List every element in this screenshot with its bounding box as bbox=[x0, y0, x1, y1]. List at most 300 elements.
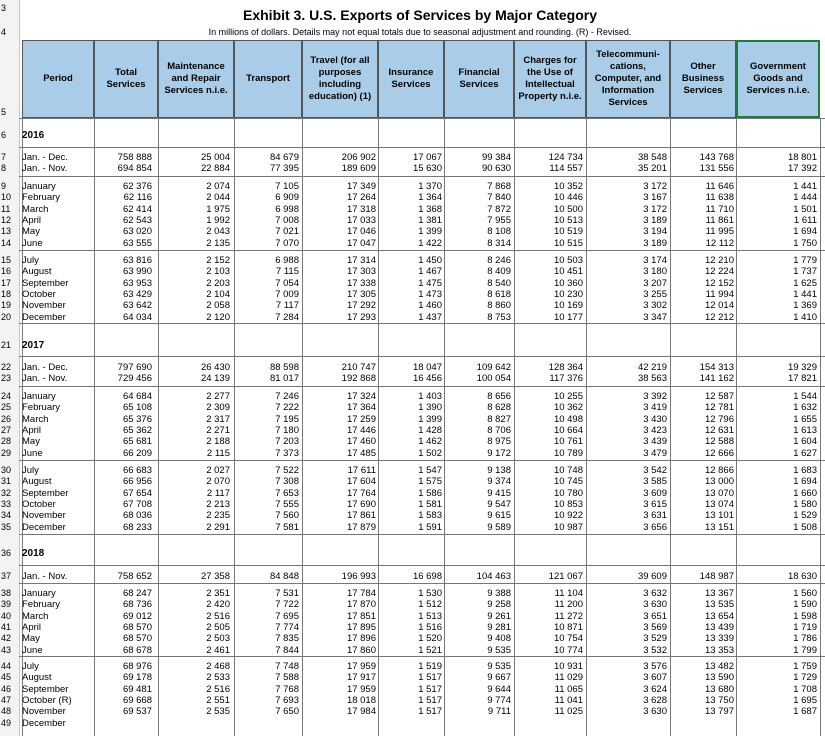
table-cell[interactable]: 3 172 bbox=[643, 203, 667, 215]
table-cell[interactable]: 12 587 bbox=[704, 391, 734, 402]
table-cell[interactable]: 154 313 bbox=[699, 362, 734, 373]
table-cell[interactable]: 17 293 bbox=[346, 311, 376, 323]
table-cell[interactable]: 68 247 bbox=[122, 588, 152, 599]
table-cell[interactable]: 1 632 bbox=[793, 402, 817, 414]
table-cell[interactable]: 1 598 bbox=[793, 610, 817, 622]
table-cell[interactable]: 1 687 bbox=[793, 706, 817, 718]
table-cell[interactable]: 13 339 bbox=[704, 633, 734, 645]
row-number[interactable]: 32 bbox=[1, 487, 12, 498]
table-cell[interactable]: 10 922 bbox=[553, 510, 583, 522]
table-cell[interactable]: 66 956 bbox=[122, 476, 152, 488]
table-cell[interactable]: 1 544 bbox=[793, 391, 817, 402]
table-cell[interactable]: 10 519 bbox=[553, 226, 583, 238]
table-cell[interactable]: 1 586 bbox=[418, 487, 442, 499]
table-cell[interactable]: 1 521 bbox=[418, 644, 442, 656]
table-cell[interactable]: 3 628 bbox=[643, 694, 667, 706]
row-number[interactable]: 28 bbox=[1, 436, 12, 447]
table-cell[interactable]: 1 517 bbox=[418, 706, 442, 718]
table-cell[interactable]: 13 353 bbox=[704, 644, 734, 656]
table-cell[interactable]: 10 177 bbox=[553, 311, 583, 323]
table-cell[interactable]: 3 479 bbox=[643, 447, 667, 459]
table-cell[interactable]: 7 284 bbox=[275, 311, 299, 323]
table-cell[interactable]: 1 719 bbox=[793, 621, 817, 633]
table-cell[interactable]: 1 590 bbox=[793, 599, 817, 611]
table-cell[interactable]: 17 917 bbox=[346, 672, 376, 684]
table-cell[interactable]: 148 987 bbox=[699, 571, 734, 582]
table-cell[interactable]: 1 627 bbox=[793, 447, 817, 459]
table-cell[interactable]: 3 392 bbox=[643, 391, 667, 402]
row-number[interactable]: 11 bbox=[1, 203, 11, 214]
table-cell[interactable]: 68 570 bbox=[122, 633, 152, 645]
table-cell[interactable]: 3 347 bbox=[643, 311, 667, 323]
table-cell[interactable]: 64 684 bbox=[122, 391, 152, 402]
table-cell[interactable]: 17 292 bbox=[346, 300, 376, 312]
table-cell[interactable]: 1 708 bbox=[793, 683, 817, 695]
table-cell[interactable]: 63 953 bbox=[122, 277, 152, 289]
table-cell[interactable]: 7 748 bbox=[275, 661, 299, 672]
table-cell[interactable]: 6 998 bbox=[275, 203, 299, 215]
table-cell[interactable]: 2 213 bbox=[206, 498, 230, 510]
header-ip-charges[interactable]: Charges for the Use of Intellectual Property n.i.e. bbox=[514, 40, 586, 118]
table-cell[interactable]: 13 750 bbox=[704, 694, 734, 706]
table-cell[interactable]: 7 774 bbox=[275, 621, 299, 633]
table-cell[interactable]: 13 654 bbox=[704, 610, 734, 622]
table-cell[interactable]: 1 517 bbox=[418, 683, 442, 695]
table-cell[interactable]: 3 423 bbox=[643, 424, 667, 436]
table-cell[interactable]: 18 018 bbox=[346, 694, 376, 706]
table-cell[interactable]: 38 548 bbox=[637, 152, 667, 163]
table-cell[interactable]: 2 277 bbox=[206, 391, 230, 402]
table-cell[interactable]: 11 025 bbox=[554, 706, 583, 718]
table-cell[interactable]: 63 990 bbox=[122, 266, 152, 278]
header-travel[interactable]: Travel (for all purposes including education) (1) bbox=[302, 40, 378, 118]
row-number[interactable]: 4 bbox=[1, 27, 7, 37]
table-cell[interactable]: 7 650 bbox=[275, 706, 299, 718]
table-cell[interactable]: 1 381 bbox=[418, 214, 442, 226]
table-cell[interactable]: 13 535 bbox=[704, 599, 734, 611]
table-cell[interactable]: 64 034 bbox=[122, 311, 152, 323]
table-cell[interactable]: 12 631 bbox=[704, 424, 734, 436]
table-cell[interactable]: 9 774 bbox=[487, 694, 511, 706]
table-cell[interactable]: 141 162 bbox=[699, 373, 734, 384]
table-cell[interactable]: 1 501 bbox=[793, 203, 817, 215]
table-cell[interactable]: 10 498 bbox=[553, 413, 583, 425]
table-cell[interactable]: 10 362 bbox=[553, 402, 583, 414]
table-cell[interactable]: 13 590 bbox=[704, 672, 734, 684]
row-number[interactable]: 33 bbox=[1, 498, 12, 509]
table-cell[interactable]: 1 750 bbox=[793, 237, 817, 249]
table-cell[interactable]: 63 429 bbox=[122, 288, 152, 300]
row-number[interactable]: 40 bbox=[1, 610, 12, 621]
table-cell[interactable]: 2 044 bbox=[206, 192, 230, 204]
table-cell[interactable]: 3 302 bbox=[643, 300, 667, 312]
table-cell[interactable]: 17 879 bbox=[346, 521, 376, 533]
table-cell[interactable]: 7 246 bbox=[275, 391, 299, 402]
table-cell[interactable]: 17 984 bbox=[346, 706, 376, 718]
table-cell[interactable]: 7 054 bbox=[275, 277, 299, 289]
table-cell[interactable]: 11 065 bbox=[554, 683, 583, 695]
table-cell[interactable]: 10 754 bbox=[553, 633, 583, 645]
table-cell[interactable]: 7 105 bbox=[275, 181, 299, 192]
table-cell[interactable]: 121 067 bbox=[548, 571, 583, 582]
table-cell[interactable]: 17 364 bbox=[346, 402, 376, 414]
row-number[interactable]: 44 bbox=[1, 661, 12, 671]
row-number[interactable]: 23 bbox=[1, 373, 12, 383]
table-cell[interactable]: 10 789 bbox=[553, 447, 583, 459]
table-cell[interactable]: 2 235 bbox=[206, 510, 230, 522]
table-cell[interactable]: 17 959 bbox=[346, 661, 376, 672]
table-cell[interactable]: 1 547 bbox=[418, 465, 442, 476]
table-cell[interactable]: 9 172 bbox=[487, 447, 511, 459]
table-cell[interactable]: 17 046 bbox=[346, 226, 376, 238]
table-cell[interactable]: 7 835 bbox=[275, 633, 299, 645]
table-cell[interactable]: 1 502 bbox=[418, 447, 442, 459]
table-cell[interactable]: 81 017 bbox=[269, 373, 299, 384]
table-cell[interactable]: 68 570 bbox=[122, 621, 152, 633]
table-cell[interactable]: 1 516 bbox=[418, 621, 442, 633]
table-cell[interactable]: 17 264 bbox=[346, 192, 376, 204]
table-cell[interactable]: 8 108 bbox=[487, 226, 511, 238]
table-cell[interactable]: 3 631 bbox=[643, 510, 667, 522]
table-cell[interactable]: 11 646 bbox=[705, 181, 734, 192]
table-cell[interactable]: 1 517 bbox=[418, 672, 442, 684]
table-cell[interactable]: 1 580 bbox=[793, 498, 817, 510]
table-cell[interactable]: 1 529 bbox=[793, 510, 817, 522]
table-cell[interactable]: 9 615 bbox=[487, 510, 511, 522]
table-cell[interactable]: 10 352 bbox=[553, 181, 583, 192]
table-cell[interactable]: 17 259 bbox=[346, 413, 376, 425]
table-cell[interactable]: 1 508 bbox=[793, 521, 817, 533]
table-cell[interactable]: 12 796 bbox=[704, 413, 734, 425]
table-cell[interactable]: 3 207 bbox=[643, 277, 667, 289]
table-cell[interactable]: 3 194 bbox=[643, 226, 667, 238]
table-cell[interactable]: 11 994 bbox=[705, 288, 734, 300]
table-cell[interactable]: 1 370 bbox=[418, 181, 442, 192]
table-cell[interactable]: 114 557 bbox=[549, 163, 583, 174]
table-cell[interactable]: 8 706 bbox=[487, 424, 511, 436]
table-cell[interactable]: 192 868 bbox=[341, 373, 376, 384]
table-cell[interactable]: 3 609 bbox=[643, 487, 667, 499]
table-cell[interactable]: 2 103 bbox=[206, 266, 230, 278]
table-cell[interactable]: 1 519 bbox=[418, 661, 442, 672]
table-cell[interactable]: 7 180 bbox=[275, 424, 299, 436]
table-cell[interactable]: 3 529 bbox=[643, 633, 667, 645]
table-cell[interactable]: 10 987 bbox=[553, 521, 583, 533]
table-cell[interactable]: 99 384 bbox=[481, 152, 511, 163]
row-number[interactable]: 29 bbox=[1, 447, 12, 458]
table-cell[interactable]: 9 281 bbox=[487, 621, 511, 633]
table-cell[interactable]: 2 027 bbox=[206, 465, 230, 476]
table-cell[interactable]: 1 583 bbox=[418, 510, 442, 522]
table-cell[interactable]: 10 774 bbox=[553, 644, 583, 656]
table-cell[interactable]: 13 070 bbox=[704, 487, 734, 499]
table-cell[interactable]: 2 533 bbox=[206, 672, 230, 684]
table-cell[interactable]: 1 759 bbox=[793, 661, 817, 672]
table-cell[interactable]: 1 786 bbox=[793, 633, 817, 645]
table-cell[interactable]: 9 535 bbox=[487, 661, 511, 672]
row-number[interactable]: 20 bbox=[1, 311, 12, 322]
table-cell[interactable]: 8 753 bbox=[487, 311, 511, 323]
table-cell[interactable]: 3 532 bbox=[643, 644, 667, 656]
table-cell[interactable]: 100 054 bbox=[476, 373, 511, 384]
table-cell[interactable]: 3 615 bbox=[643, 498, 667, 510]
table-cell[interactable]: 1 660 bbox=[793, 487, 817, 499]
row-number[interactable]: 3 bbox=[1, 3, 7, 13]
table-cell[interactable]: 206 902 bbox=[341, 152, 376, 163]
table-cell[interactable]: 1 799 bbox=[793, 644, 817, 656]
table-cell[interactable]: 1 581 bbox=[418, 498, 442, 510]
table-cell[interactable]: 1 992 bbox=[206, 214, 230, 226]
table-cell[interactable]: 17 324 bbox=[346, 391, 376, 402]
table-cell[interactable]: 7 222 bbox=[275, 402, 299, 414]
header-period[interactable]: Period bbox=[22, 40, 94, 118]
table-cell[interactable]: 7 308 bbox=[275, 476, 299, 488]
table-cell[interactable]: 117 376 bbox=[549, 373, 583, 384]
table-cell[interactable]: 7 695 bbox=[275, 610, 299, 622]
header-transport[interactable]: Transport bbox=[234, 40, 302, 118]
table-cell[interactable]: 17 860 bbox=[346, 644, 376, 656]
table-cell[interactable]: 9 408 bbox=[487, 633, 511, 645]
table-cell[interactable]: 17 764 bbox=[346, 487, 376, 499]
table-cell[interactable]: 66 209 bbox=[122, 447, 152, 459]
table-cell[interactable]: 3 569 bbox=[643, 621, 667, 633]
table-cell[interactable]: 17 446 bbox=[346, 424, 376, 436]
table-cell[interactable]: 1 422 bbox=[418, 237, 442, 249]
table-cell[interactable]: 17 895 bbox=[346, 621, 376, 633]
table-cell[interactable]: 17 851 bbox=[346, 610, 376, 622]
table-cell[interactable]: 17 318 bbox=[346, 203, 376, 215]
table-cell[interactable]: 124 734 bbox=[548, 152, 583, 163]
table-cell[interactable]: 17 604 bbox=[346, 476, 376, 488]
row-number[interactable]: 13 bbox=[1, 226, 12, 237]
table-cell[interactable]: 7 868 bbox=[487, 181, 511, 192]
table-cell[interactable]: 69 668 bbox=[122, 694, 152, 706]
table-cell[interactable]: 9 415 bbox=[487, 487, 511, 499]
table-cell[interactable]: 17 485 bbox=[346, 447, 376, 459]
row-number[interactable]: 18 bbox=[1, 288, 12, 299]
table-cell[interactable]: 2 115 bbox=[206, 447, 230, 459]
header-government[interactable]: Government Goods and Services n.i.e. bbox=[736, 40, 820, 118]
row-number[interactable]: 6 bbox=[1, 130, 7, 140]
row-number[interactable]: 15 bbox=[1, 255, 12, 265]
table-cell[interactable]: 7 531 bbox=[275, 588, 299, 599]
table-cell[interactable]: 3 439 bbox=[643, 436, 667, 448]
table-cell[interactable]: 68 736 bbox=[122, 599, 152, 611]
table-cell[interactable]: 109 642 bbox=[476, 362, 511, 373]
row-number[interactable]: 17 bbox=[1, 277, 12, 288]
table-cell[interactable]: 7 768 bbox=[275, 683, 299, 695]
table-cell[interactable]: 7 844 bbox=[275, 644, 299, 656]
table-cell[interactable]: 1 410 bbox=[793, 311, 817, 323]
table-cell[interactable]: 10 871 bbox=[553, 621, 583, 633]
table-cell[interactable]: 6 909 bbox=[275, 192, 299, 204]
table-cell[interactable]: 63 020 bbox=[122, 226, 152, 238]
table-cell[interactable]: 2 117 bbox=[206, 487, 230, 499]
table-cell[interactable]: 1 575 bbox=[418, 476, 442, 488]
table-cell[interactable]: 62 116 bbox=[123, 192, 152, 204]
table-cell[interactable]: 3 630 bbox=[643, 706, 667, 718]
table-cell[interactable]: 9 535 bbox=[487, 644, 511, 656]
table-cell[interactable]: 7 009 bbox=[275, 288, 299, 300]
table-cell[interactable]: 1 475 bbox=[418, 277, 442, 289]
table-cell[interactable]: 1 520 bbox=[418, 633, 442, 645]
table-cell[interactable]: 2 152 bbox=[206, 255, 230, 266]
table-cell[interactable]: 1 655 bbox=[793, 413, 817, 425]
table-cell[interactable]: 12 210 bbox=[704, 255, 734, 266]
table-cell[interactable]: 7 581 bbox=[275, 521, 299, 533]
row-number[interactable]: 21 bbox=[1, 340, 12, 350]
table-cell[interactable]: 1 517 bbox=[418, 694, 442, 706]
table-cell[interactable]: 11 995 bbox=[705, 226, 734, 238]
table-cell[interactable]: 10 255 bbox=[553, 391, 583, 402]
table-cell[interactable]: 63 642 bbox=[122, 300, 152, 312]
table-cell[interactable]: 17 821 bbox=[787, 373, 817, 384]
table-cell[interactable]: 3 174 bbox=[643, 255, 667, 266]
row-number[interactable]: 48 bbox=[1, 706, 12, 717]
table-cell[interactable]: 7 955 bbox=[487, 214, 511, 226]
table-cell[interactable]: 2 309 bbox=[206, 402, 230, 414]
table-cell[interactable]: 42 219 bbox=[637, 362, 667, 373]
table-cell[interactable]: 7 203 bbox=[275, 436, 299, 448]
table-cell[interactable]: 2 271 bbox=[206, 424, 230, 436]
table-cell[interactable]: 3 651 bbox=[643, 610, 667, 622]
table-cell[interactable]: 2 291 bbox=[206, 521, 230, 533]
table-cell[interactable]: 8 975 bbox=[487, 436, 511, 448]
table-cell[interactable]: 10 451 bbox=[553, 266, 583, 278]
table-cell[interactable]: 9 258 bbox=[487, 599, 511, 611]
table-cell[interactable]: 2 351 bbox=[206, 588, 230, 599]
row-number[interactable]: 47 bbox=[1, 694, 12, 705]
table-cell[interactable]: 25 004 bbox=[200, 152, 230, 163]
table-cell[interactable]: 2 058 bbox=[206, 300, 230, 312]
row-number[interactable]: 49 bbox=[1, 717, 12, 728]
table-cell[interactable]: 3 542 bbox=[643, 465, 667, 476]
table-cell[interactable]: 16 456 bbox=[412, 373, 442, 384]
table-cell[interactable]: 84 679 bbox=[269, 152, 299, 163]
table-cell[interactable]: 66 683 bbox=[122, 465, 152, 476]
row-number[interactable]: 9 bbox=[1, 181, 7, 191]
table-cell[interactable]: 11 638 bbox=[705, 192, 734, 204]
row-number[interactable]: 43 bbox=[1, 644, 12, 655]
table-cell[interactable]: 7 555 bbox=[275, 498, 299, 510]
table-cell[interactable]: 7 560 bbox=[275, 510, 299, 522]
table-cell[interactable]: 84 848 bbox=[269, 571, 299, 582]
table-cell[interactable]: 1 530 bbox=[418, 588, 442, 599]
table-cell[interactable]: 1 683 bbox=[793, 465, 817, 476]
table-cell[interactable]: 10 853 bbox=[553, 498, 583, 510]
table-cell[interactable]: 15 630 bbox=[412, 163, 442, 174]
table-cell[interactable]: 13 367 bbox=[704, 588, 734, 599]
row-number[interactable]: 19 bbox=[1, 300, 12, 311]
row-number[interactable]: 30 bbox=[1, 465, 12, 475]
table-cell[interactable]: 3 172 bbox=[643, 181, 667, 192]
table-cell[interactable]: 2 104 bbox=[206, 288, 230, 300]
table-cell[interactable]: 18 047 bbox=[412, 362, 442, 373]
table-cell[interactable]: 694 854 bbox=[117, 163, 152, 174]
table-cell[interactable]: 196 993 bbox=[341, 571, 376, 582]
table-cell[interactable]: 13 151 bbox=[704, 521, 734, 533]
table-cell[interactable]: 11 272 bbox=[554, 610, 583, 622]
header-total-services[interactable]: Total Services bbox=[94, 40, 158, 118]
table-cell[interactable]: 1 694 bbox=[793, 476, 817, 488]
table-cell[interactable]: 2 503 bbox=[206, 633, 230, 645]
table-cell[interactable]: 1 467 bbox=[418, 266, 442, 278]
table-cell[interactable]: 2 120 bbox=[206, 311, 230, 323]
table-cell[interactable]: 9 138 bbox=[487, 465, 511, 476]
table-cell[interactable]: 69 537 bbox=[122, 706, 152, 718]
table-cell[interactable]: 10 515 bbox=[553, 237, 583, 249]
table-cell[interactable]: 3 656 bbox=[643, 521, 667, 533]
table-cell[interactable]: 8 314 bbox=[487, 237, 511, 249]
table-cell[interactable]: 17 314 bbox=[346, 255, 376, 266]
table-cell[interactable]: 1 364 bbox=[418, 192, 442, 204]
table-cell[interactable]: 38 563 bbox=[637, 373, 667, 384]
table-cell[interactable]: 11 029 bbox=[554, 672, 583, 684]
table-cell[interactable]: 65 362 bbox=[122, 424, 152, 436]
table-cell[interactable]: 1 368 bbox=[418, 203, 442, 215]
table-cell[interactable]: 1 441 bbox=[793, 288, 817, 300]
table-cell[interactable]: 10 748 bbox=[553, 465, 583, 476]
table-cell[interactable]: 17 047 bbox=[346, 237, 376, 249]
table-cell[interactable]: 10 931 bbox=[553, 661, 583, 672]
table-cell[interactable]: 2 317 bbox=[206, 413, 230, 425]
row-number[interactable]: 16 bbox=[1, 266, 12, 277]
table-cell[interactable]: 17 033 bbox=[346, 214, 376, 226]
table-cell[interactable]: 13 074 bbox=[704, 498, 734, 510]
table-cell[interactable]: 12 866 bbox=[704, 465, 734, 476]
table-cell[interactable]: 1 513 bbox=[418, 610, 442, 622]
table-cell[interactable]: 797 690 bbox=[117, 362, 152, 373]
table-cell[interactable]: 3 585 bbox=[643, 476, 667, 488]
row-number[interactable]: 37 bbox=[1, 571, 12, 581]
table-cell[interactable]: 7 840 bbox=[487, 192, 511, 204]
table-cell[interactable]: 7 522 bbox=[275, 465, 299, 476]
table-cell[interactable]: 131 556 bbox=[699, 163, 734, 174]
table-cell[interactable]: 68 678 bbox=[122, 644, 152, 656]
table-cell[interactable]: 1 625 bbox=[793, 277, 817, 289]
row-number[interactable]: 42 bbox=[1, 633, 12, 644]
table-cell[interactable]: 2 070 bbox=[206, 476, 230, 488]
table-cell[interactable]: 3 189 bbox=[643, 214, 667, 226]
table-cell[interactable]: 7 653 bbox=[275, 487, 299, 499]
table-cell[interactable]: 3 630 bbox=[643, 599, 667, 611]
table-cell[interactable]: 2 043 bbox=[206, 226, 230, 238]
table-cell[interactable]: 104 463 bbox=[476, 571, 511, 582]
table-cell[interactable]: 3 167 bbox=[643, 192, 667, 204]
table-cell[interactable]: 3 576 bbox=[643, 661, 667, 672]
table-cell[interactable]: 13 482 bbox=[704, 661, 734, 672]
table-cell[interactable]: 13 101 bbox=[704, 510, 734, 522]
table-cell[interactable]: 35 201 bbox=[637, 163, 667, 174]
table-cell[interactable]: 189 609 bbox=[341, 163, 376, 174]
table-cell[interactable]: 10 169 bbox=[553, 300, 583, 312]
table-cell[interactable]: 1 428 bbox=[418, 424, 442, 436]
table-cell[interactable]: 10 745 bbox=[553, 476, 583, 488]
table-cell[interactable]: 10 446 bbox=[553, 192, 583, 204]
table-cell[interactable]: 2 188 bbox=[206, 436, 230, 448]
table-cell[interactable]: 2 535 bbox=[206, 706, 230, 718]
row-number[interactable]: 46 bbox=[1, 683, 12, 694]
table-cell[interactable]: 69 012 bbox=[122, 610, 152, 622]
table-cell[interactable]: 2 551 bbox=[206, 694, 230, 706]
table-cell[interactable]: 11 104 bbox=[554, 588, 583, 599]
table-cell[interactable]: 62 543 bbox=[122, 214, 152, 226]
row-number[interactable]: 41 bbox=[1, 621, 12, 632]
table-cell[interactable]: 12 152 bbox=[704, 277, 734, 289]
table-cell[interactable]: 9 711 bbox=[487, 706, 511, 718]
row-number[interactable]: 12 bbox=[1, 214, 12, 225]
table-cell[interactable]: 69 481 bbox=[122, 683, 152, 695]
